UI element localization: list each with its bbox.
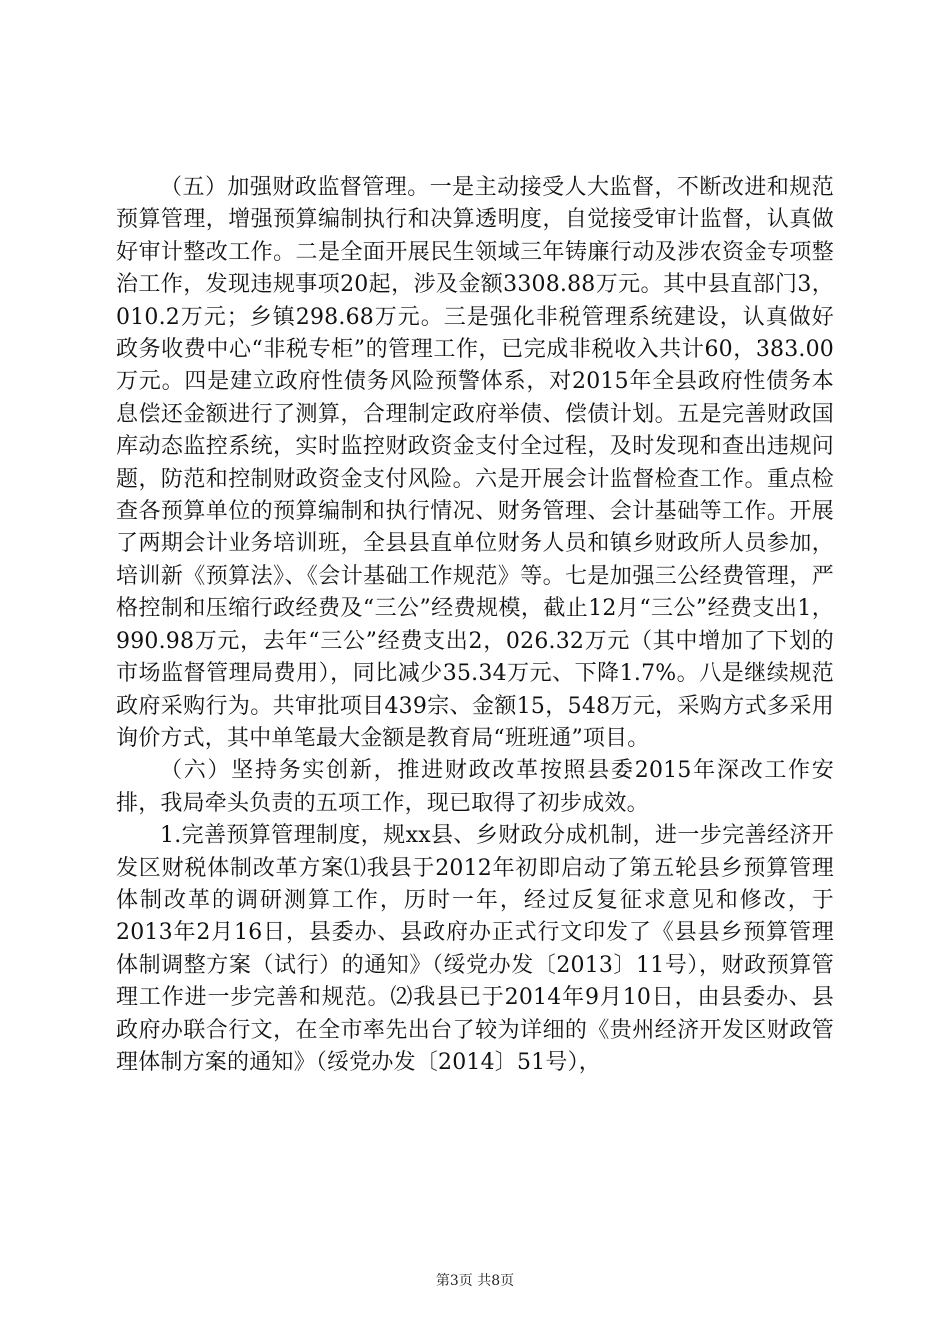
page-footer: 第3页 共8页 [435,1273,515,1289]
document-body [116,172,834,1079]
paragraph-supervision: （五）加强财政监督管理。一是主动接受人大监督，不断改进和规范预算管理，增强预算编制执行和决算透明度，自觉接受审计监督，认真做好审计整改工作。二是全面开展民生领域三年铸廉行动及涉农资金专项整治工作，发现违规事项20起，涉及金额3308.88万元。其中县直部门3，010.2万元；乡镇298.68万元。三是强化非税管理系统建设，认真做好政务收费中心“非税专柜”的管理工作，已完成非税收入共计60，383.00万元。四是建立政府性债务风险预警体系，对2015年全县政府性债务本息偿还金额进行了测算，合理制定政府举债、偿债计划。五是完善财政国库动态监控系统，实时监控财政资金支付全过程，及时发现和查出违规问题，防范和控制财政资金支付风险。六是开展会计监督检查工作。重点检查各预算单位的预算编制和执行情况、财务管理、会计基础等工作。开展了两期会计业务培训班，全县县直单位财务人员和镇乡财政所人员参加，培训新《预算法》、《会计基础工作规范》等。七是加强三公经费管理，严格控制和压缩行政经费及“三公”经费规模，截止12月“三公”经费支出1，990.98万元，去年“三公”经费支出2，026.32万元（其中增加了下划的市场监督管理局费用），同比减少35.34万元、下降1.7%。八是继续规范政府采购行为。共审批项目439宗、金额15，548万元，采购方式多采用询价方式，其中单笔最大金额是教育局“班班通”项目。 [116,175,834,751]
paragraph-reform: （六）坚持务实创新，推进财政改革按照县委2015年深改工作安排，我局牵头负责的五项工作，现已取得了初步成效。 [116,758,834,816]
paragraph-budget-system: 1.完善预算管理制度，规xx县、乡财政分成机制，进一步完善经济开发区财税体制改革方案⑴我县于2012年初即启动了第五轮县乡预算管理体制改革的调研测算工作，历时一年，经过反复征求意见和修改，于2013年2月16日，县委办、县政府办正式行文印发了《县县乡预算管理体制调整方案（试行）的通知》（绥党办发〔2013〕11号），财政预算管理工作进一步完善和规范。⑵我县已于2014年9月10日，由县委办、县政府办联合行文，在全市率先出台了较为详细的《贵州经济开发区财政管理体制方案的通知》（绥党办发〔2014〕51号）， [116,823,834,1075]
